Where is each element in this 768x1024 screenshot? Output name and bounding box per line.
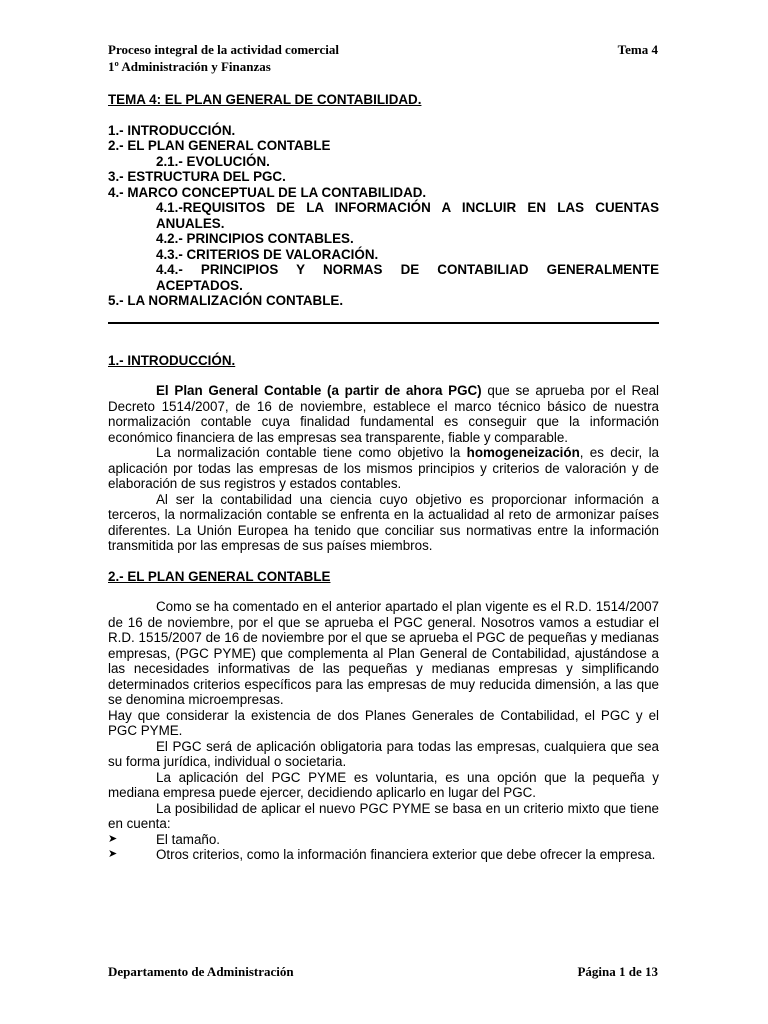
- pgc-bold-term: El Plan General Contable (a partir de ahora PGC): [156, 383, 482, 398]
- arrow-bullet-icon: ➤: [108, 848, 118, 860]
- toc-item: 4.1.-REQUISITOS DE LA INFORMACIÓN A INCLUIR EN LAS CUENTAS: [156, 200, 659, 215]
- paragraph-text: La normalización contable tiene como objetivo la: [156, 445, 467, 460]
- header-course: Proceso integral de la actividad comercial: [108, 42, 339, 57]
- toc-item: 2.1.- EVOLUCIÓN.: [156, 153, 270, 169]
- table-of-contents: [108, 123, 659, 309]
- list-item: [108, 847, 659, 863]
- toc-item: 5.- LA NORMALIZACIÓN CONTABLE.: [108, 293, 344, 308]
- toc-item: 4.4.- PRINCIPIOS Y NORMAS DE CONTABILIAD GENERALMENTE: [156, 262, 659, 277]
- page-number: [577, 964, 658, 980]
- page-current: 1: [619, 964, 626, 979]
- toc-item: ANUALES.: [156, 215, 225, 231]
- section-1-title: 1.- INTRODUCCIÓN.: [108, 352, 236, 368]
- toc-item: 2.- EL PLAN GENERAL CONTABLE: [108, 138, 331, 153]
- toc-item: 4.2.- PRINCIPIOS CONTABLES.: [156, 231, 354, 246]
- header-tema: Tema 4: [617, 42, 658, 57]
- toc-item: 4.3.- CRITERIOS DE VALORACIÓN.: [156, 246, 379, 262]
- page-total: 13: [645, 964, 658, 979]
- page-label: Página: [577, 964, 616, 979]
- document-title: TEMA 4: EL PLAN GENERAL DE CONTABILIDAD.: [108, 92, 422, 107]
- toc-item: 4.- MARCO CONCEPTUAL DE LA CONTABILIDAD.: [108, 184, 427, 200]
- homogeneizacion-bold-term: homogeneización: [466, 445, 580, 460]
- section-2-paragraph: Hay que considerar la existencia de dos Planes Generales de Contabilidad, el PGC y el PGC PYME.: [108, 707, 659, 738]
- section-2-paragraph: El PGC será de aplicación obligatoria para todas las empresas, cualquiera que sea su forma jurídica, individual o societaria.: [108, 738, 659, 769]
- paragraph-text: que se aprueba por el Real Decreto 1514/2007, de 16 de noviembre, establece el marco técnico básico de nuestra normalización contable cuya finalidad fundamental es conseguir que la información económico financiera de las empresas sea transparente, fiable y comparable.: [108, 383, 659, 445]
- section-1-paragraph: [108, 445, 659, 492]
- section-2-paragraph: La aplicación del PGC PYME es voluntaria, es una opción que la pequeña y mediana empresa puede ejercer, decidiendo aplicarlo en lugar del PGC.: [108, 769, 659, 800]
- section-2-paragraph: La posibilidad de aplicar el nuevo PGC PYME se basa en un criterio mixto que tiene en cuenta:: [108, 800, 659, 831]
- toc-item: 3.- ESTRUCTURA DEL PGC.: [108, 169, 286, 184]
- page-footer: [108, 964, 658, 980]
- paragraph-text: , es decir, la aplicación por todas las empresas de los mismos principios y criterios de valoración y de elaboración de sus registros y estados contables.: [108, 445, 659, 491]
- section-1-paragraph: Al ser la contabilidad una ciencia cuyo objetivo es proporcionar información a terceros, la normalización contable se enfrenta en la actualidad al reto de armonizar países diferentes. La Unión Europea ha tenido que conciliar sus normativas entre la información transmitida por las empresas de sus países miembros.: [108, 491, 659, 553]
- arrow-bullet-icon: ➤: [108, 832, 118, 845]
- footer-department: Departamento de Administración: [108, 964, 294, 979]
- section-2-title: 2.- EL PLAN GENERAL CONTABLE: [108, 568, 331, 584]
- section-divider: [108, 322, 659, 324]
- page-content: [108, 92, 659, 863]
- bullet-text: Otros criterios, como la información financiera exterior que debe ofrecer la empresa.: [156, 847, 656, 862]
- bullet-text: El tamaño.: [156, 831, 221, 847]
- page-of: de: [628, 964, 642, 979]
- header-program: 1º Administración y Finanzas: [108, 59, 271, 74]
- list-item: [108, 832, 659, 848]
- section-1-paragraph: [108, 383, 659, 445]
- toc-item: 1.- INTRODUCCIÓN.: [108, 122, 236, 138]
- section-2-paragraph: Como se ha comentado en el anterior apartado el plan vigente es el R.D. 1514/2007 de 16 de noviembre, por el que se aprueba el PGC general. Nosotros vamos a estudiar el R.D. 1515/2007 de 16 de noviembre por el que se aprueba el PGC de pequeñas y medianas empresas, (PGC PYME) que complementa al Plan General de Contabilidad, ajustándose a las necesidades informativas de las pequeñas y medianas empresas y simplificando determinados criterios específicos para las empresas de muy reducida dimensión, a las que se denomina microempresas.: [108, 599, 659, 707]
- toc-item: ACEPTADOS.: [156, 277, 243, 293]
- page-header: [108, 41, 658, 75]
